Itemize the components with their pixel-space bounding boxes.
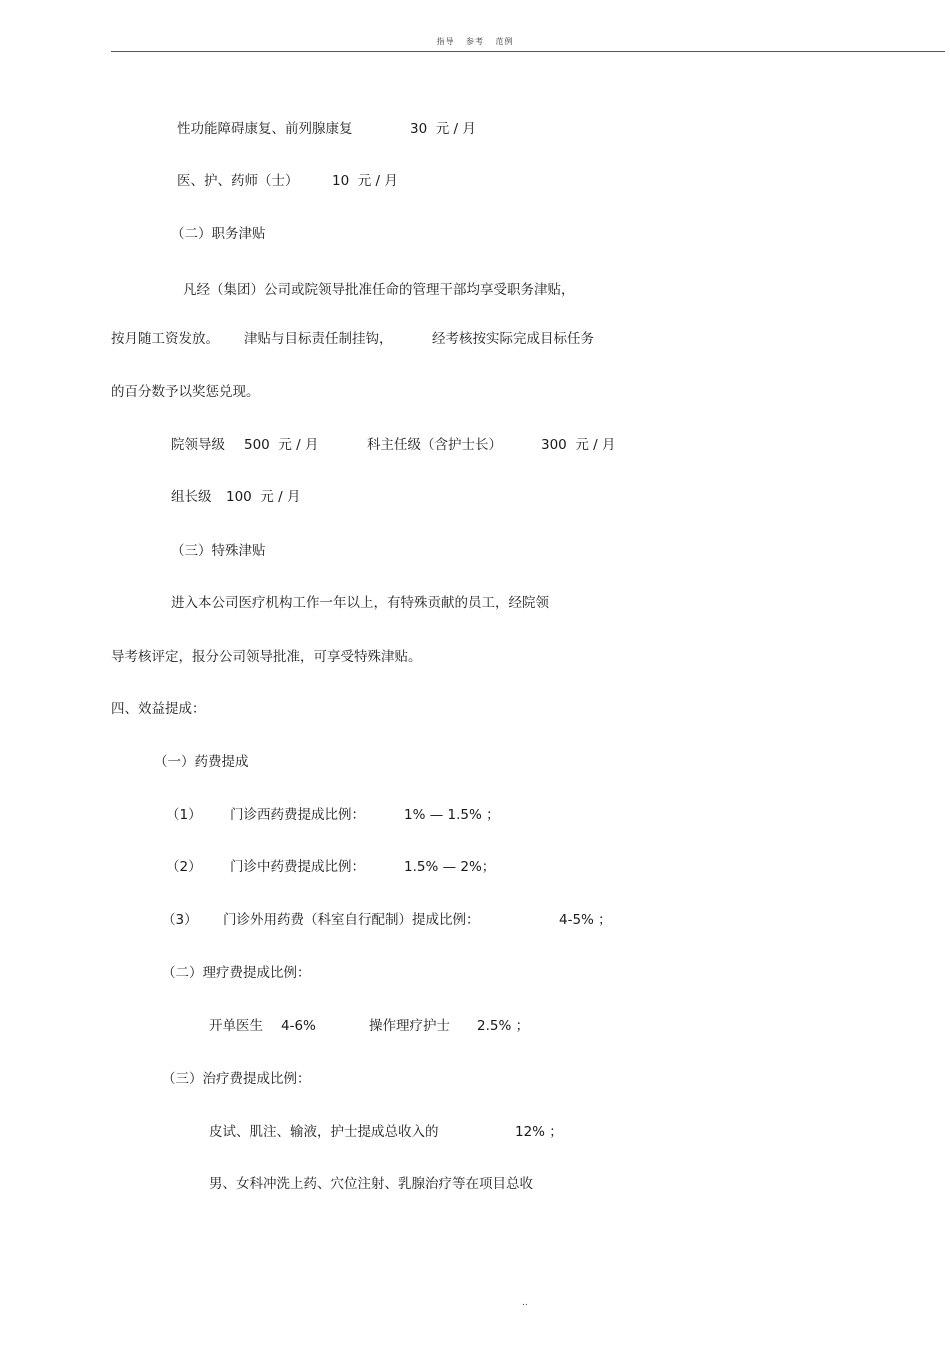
item-number: （3）: [162, 912, 198, 928]
page-footer-mark: ..: [522, 1298, 528, 1308]
text-line: 院领导级: [171, 437, 225, 453]
text-line: 开单医生: [209, 1018, 263, 1034]
text-line: 操作理疗护士: [369, 1018, 450, 1034]
text-value: 100 元 / 月: [226, 489, 301, 505]
item-number: （2）: [166, 859, 202, 875]
paragraph-line: 津贴与目标责任制挂钩，: [244, 331, 393, 347]
header-divider: [111, 51, 945, 52]
text-value: 12% ；: [515, 1124, 563, 1140]
text-value: 500 元 / 月: [244, 437, 319, 453]
page-header: [0, 36, 950, 47]
section-heading: 四、效益提成：: [111, 701, 206, 717]
text-line: 门诊西药费提成比例：: [230, 807, 365, 823]
paragraph-line: 的百分数予以奖惩兑现。: [111, 384, 260, 400]
text-line: 医、护、药师（士）: [177, 173, 299, 189]
section-heading: （二）职务津贴: [171, 226, 266, 242]
text-value: 4-6%: [281, 1018, 316, 1034]
text-line: 皮试、肌注、输液，护士提成总收入的: [209, 1124, 439, 1140]
text-value: 300 元 / 月: [541, 437, 616, 453]
header-part: 指导: [436, 37, 455, 46]
text-value: 1% — 1.5% ；: [404, 807, 500, 823]
header-part: 参考: [466, 37, 484, 46]
text-line: 组长级: [171, 489, 212, 505]
header-part: 范例: [495, 37, 514, 46]
text-line: 门诊中药费提成比例：: [230, 859, 365, 875]
text-line: 门诊外用药费（科室自行配制）提成比例：: [223, 912, 480, 928]
section-heading: （一）药费提成: [154, 754, 249, 770]
text-line: 性功能障碍康复、前列腺康复: [177, 121, 353, 137]
paragraph-line: 经考核按实际完成目标任务: [432, 331, 594, 347]
section-heading: （三）治疗费提成比例：: [162, 1071, 311, 1087]
paragraph-line: 进入本公司医疗机构工作一年以上，有特殊贡献的员工，经院领: [171, 595, 549, 611]
text-value: 1.5% — 2%；: [404, 859, 496, 875]
text-value: 30 元 / 月: [410, 121, 476, 137]
text-value: 2.5% ；: [477, 1018, 530, 1034]
section-heading: （三）特殊津贴: [171, 543, 266, 559]
text-value: 10 元 / 月: [332, 173, 398, 189]
paragraph-line: 男、女科冲洗上药、穴位注射、乳腺治疗等在项目总收: [209, 1176, 533, 1192]
paragraph-line: 凡经（集团）公司或院领导批准任命的管理干部均享受职务津贴，: [183, 282, 575, 298]
text-line: 科主任级（含护士长）: [367, 437, 502, 453]
item-number: （1）: [166, 807, 202, 823]
text-value: 4-5% ；: [559, 912, 612, 928]
section-heading: （二）理疗费提成比例：: [162, 965, 311, 981]
paragraph-line: 导考核评定，报分公司领导批准，可享受特殊津贴。: [111, 649, 422, 665]
paragraph-line: 按月随工资发放。: [111, 331, 219, 347]
